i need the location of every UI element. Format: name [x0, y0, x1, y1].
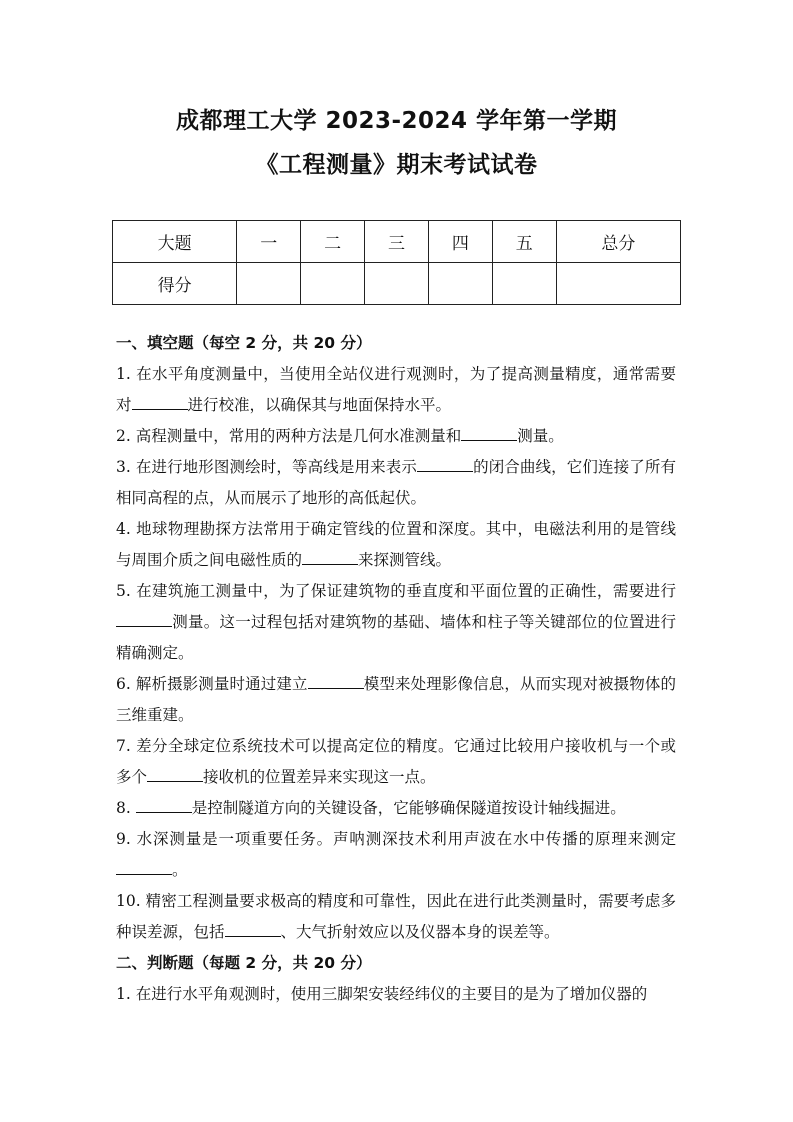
score-header-cell: 大题	[113, 221, 237, 263]
question-text: 测量。	[517, 427, 564, 445]
question-item	[116, 576, 676, 669]
question-text: 4. 地球物理勘探方法常用于确定管线的位置和深度。其中，电磁法利用的是管线与周围介质之间电磁性质的	[116, 520, 676, 569]
question-item	[116, 421, 676, 452]
question-text: 来探测管线。	[358, 551, 452, 569]
score-header-cell: 一	[237, 221, 301, 263]
question-text: 、大气折射效应以及仪器本身的误差等。	[280, 923, 560, 941]
answer-blank[interactable]	[461, 425, 517, 441]
question-text: 测量。这一过程包括对建筑物的基础、墙体和柱子等关键部位的位置进行精确测定。	[116, 613, 676, 662]
question-text: 9. 水深测量是一项重要任务。声呐测深技术利用声波在水中传播的原理来测定	[116, 830, 676, 848]
score-table-header-row	[113, 221, 681, 263]
answer-blank[interactable]	[132, 394, 188, 410]
section1-heading: 一、填空题（每空 2 分，共 20 分）	[116, 334, 372, 352]
question-text: 10. 精密工程测量要求极高的精度和可靠性，因此在进行此类测量时，需要考虑多种误差源，包括	[116, 892, 676, 941]
question-text: 模型来处理影像信息，从而实现对被摄物体的三维重建。	[116, 675, 676, 724]
score-row-label: 得分	[113, 263, 237, 305]
exam-title-line2: 《工程测量》期末考试试卷	[255, 152, 538, 178]
score-table-score-row	[113, 263, 681, 305]
question-item	[116, 452, 676, 514]
question-text: 的闭合曲线，它们连接了所有相同高程的点，从而展示了地形的高低起伏。	[116, 458, 676, 507]
score-table	[112, 220, 681, 305]
score-cell[interactable]	[237, 263, 301, 305]
question-text: 2. 高程测量中，常用的两种方法是几何水准测量和	[116, 427, 462, 445]
answer-blank[interactable]	[116, 611, 172, 627]
score-cell[interactable]	[556, 263, 680, 305]
score-header-cell: 总分	[556, 221, 680, 263]
question-text: 1. 在进行水平角观测时，使用三脚架安装经纬仪的主要目的是为了增加仪器的	[116, 985, 648, 1003]
answer-blank[interactable]	[308, 673, 364, 689]
score-header-cell: 三	[365, 221, 429, 263]
exam-content	[116, 328, 676, 1010]
score-header-cell: 四	[428, 221, 492, 263]
question-text: 5. 在建筑施工测量中，为了保证建筑物的垂直度和平面位置的正确性，需要进行	[116, 582, 676, 600]
answer-blank[interactable]	[302, 549, 358, 565]
answer-blank[interactable]	[116, 859, 172, 875]
question-item	[116, 793, 676, 824]
question-item	[116, 824, 676, 886]
score-header-cell: 五	[492, 221, 556, 263]
question-item	[116, 886, 676, 948]
answer-blank[interactable]	[136, 797, 192, 813]
question-text: 7. 差分全球定位系统技术可以提高定位的精度。它通过比较用户接收机与一个或多个	[116, 737, 676, 786]
section2-heading: 二、判断题（每题 2 分，共 20 分）	[116, 954, 372, 972]
score-cell[interactable]	[492, 263, 556, 305]
question-text: 1. 在水平角度测量中，当使用全站仪进行观测时，为了提高测量精度，通常需要对	[116, 365, 676, 414]
question-item	[116, 979, 676, 1010]
question-text: 是控制隧道方向的关键设备，它能够确保隧道按设计轴线掘进。	[191, 799, 626, 817]
question-text: 进行校准，以确保其与地面保持水平。	[187, 396, 452, 414]
answer-blank[interactable]	[225, 921, 281, 937]
score-cell[interactable]	[365, 263, 429, 305]
question-text: 8.	[116, 799, 136, 817]
exam-title-line1: 成都理工大学 2023-2024 学年第一学期	[175, 108, 618, 134]
question-item	[116, 359, 676, 421]
question-text: 3. 在进行地形图测绘时，等高线是用来表示	[116, 458, 417, 476]
question-item	[116, 669, 676, 731]
score-cell[interactable]	[428, 263, 492, 305]
score-header-cell: 二	[301, 221, 365, 263]
question-item	[116, 514, 676, 576]
answer-blank[interactable]	[147, 766, 203, 782]
score-cell[interactable]	[301, 263, 365, 305]
question-text: 接收机的位置差异来实现这一点。	[203, 768, 436, 786]
question-text: 6. 解析摄影测量时通过建立	[116, 675, 308, 693]
question-text: 。	[172, 861, 188, 879]
question-item	[116, 731, 676, 793]
answer-blank[interactable]	[417, 456, 473, 472]
